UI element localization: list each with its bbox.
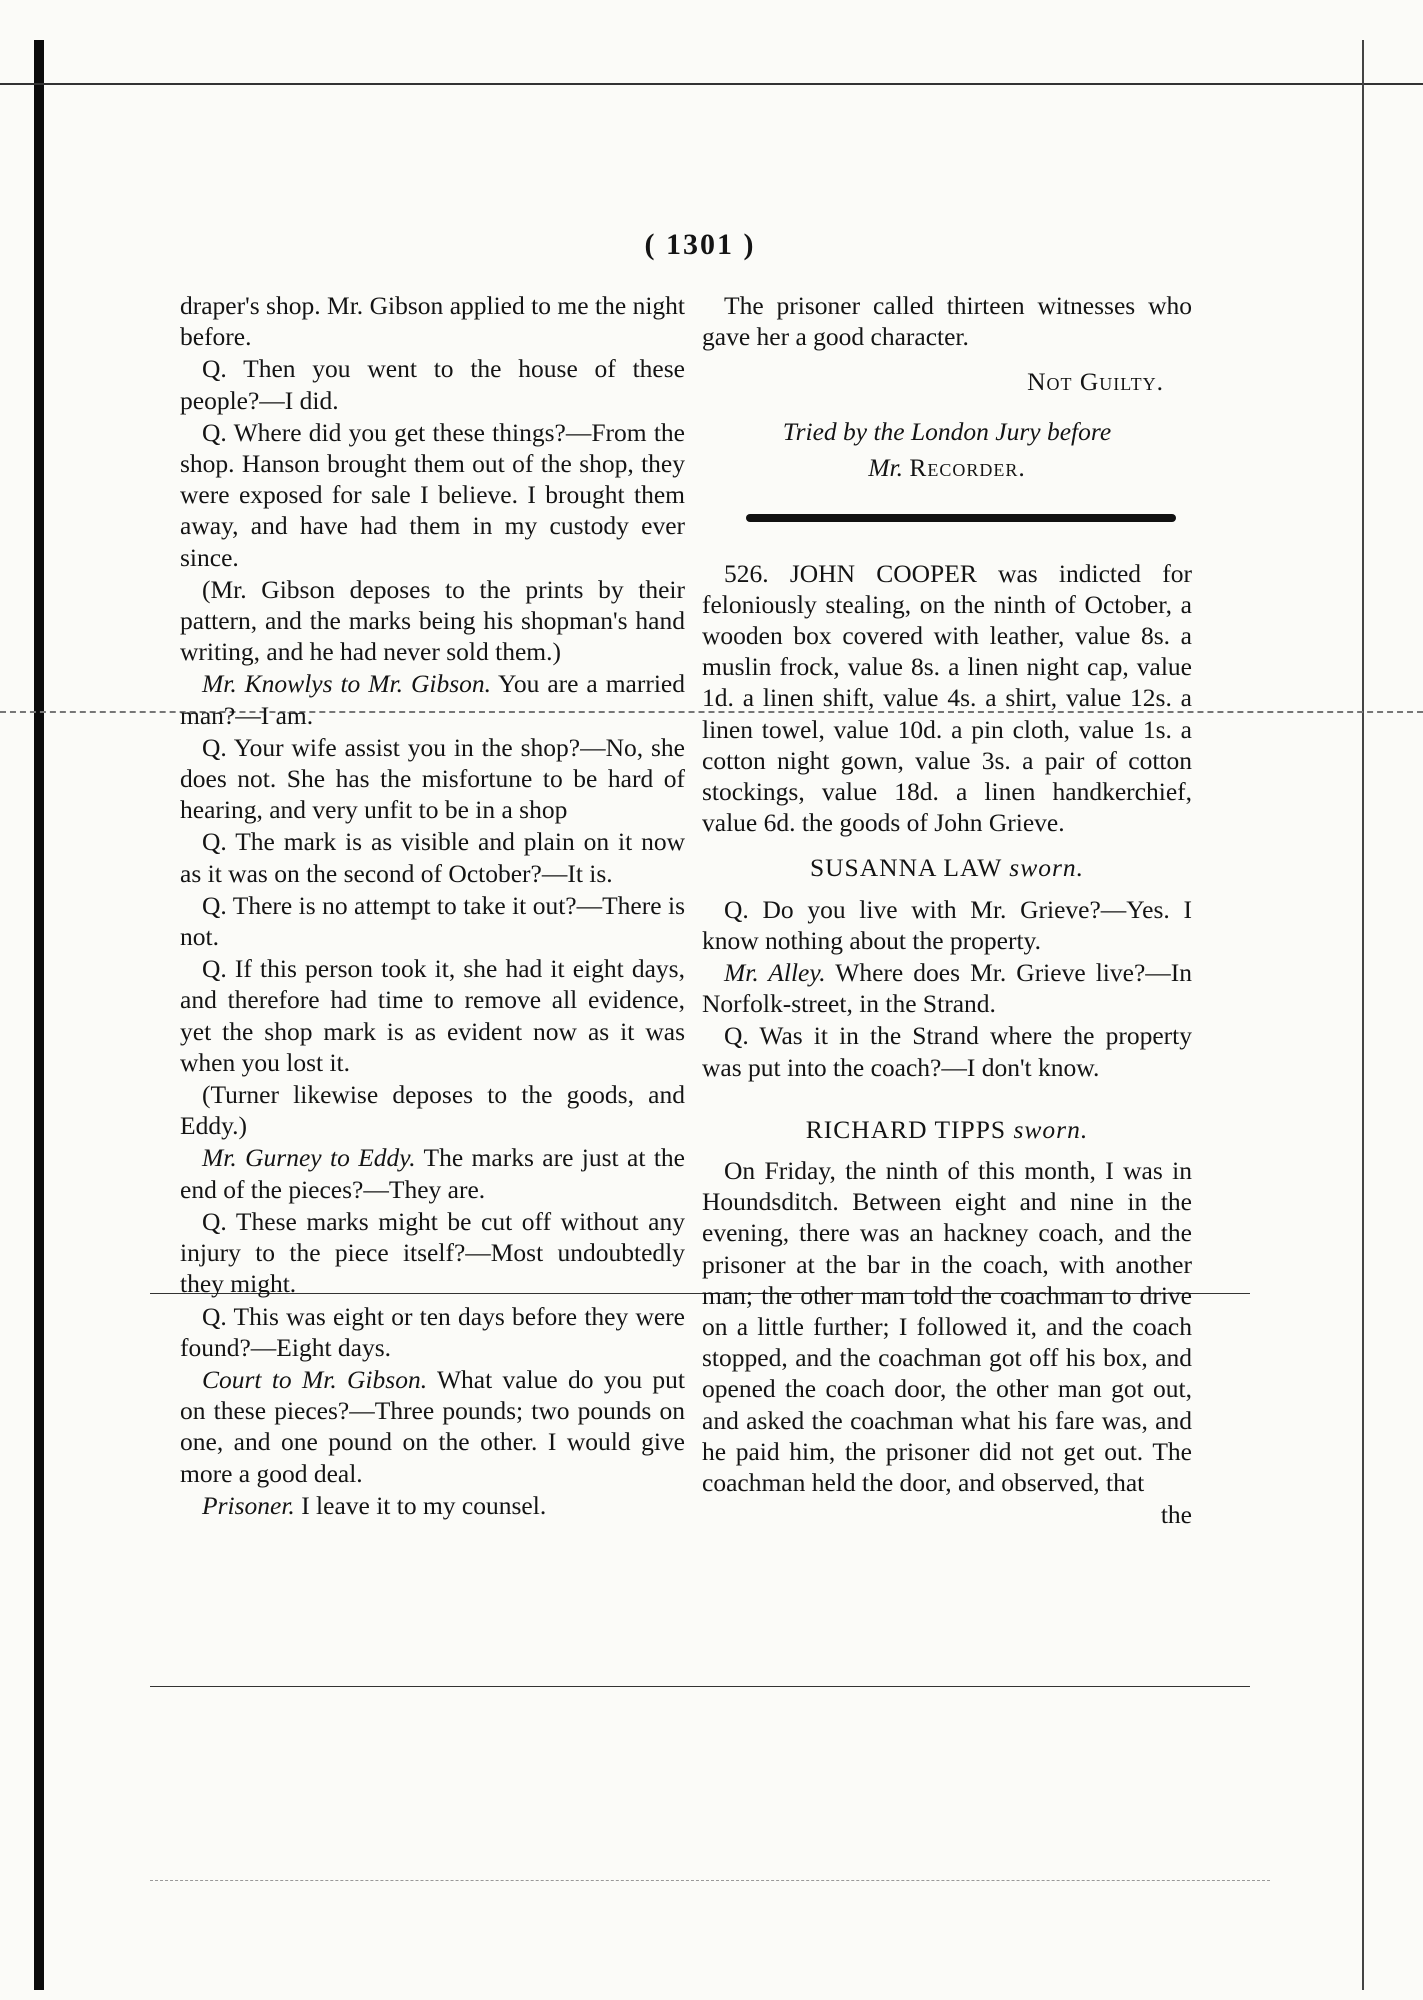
witness-heading — [702, 852, 1192, 883]
paragraph — [702, 957, 1192, 1019]
verdict: Not Guilty. — [1027, 367, 1164, 397]
paragraph — [180, 1364, 685, 1489]
witness-name: RICHARD TIPPS — [805, 1114, 1007, 1144]
paragraph-text: You are a married man?—I am. — [180, 669, 685, 730]
speaker-label: Mr. Gurney to Eddy. — [202, 1143, 416, 1173]
paragraph: (Mr. Gibson deposes to the prints by their pattern, and the marks being his shopman's hand writing, and he had never sold them.) — [180, 574, 685, 667]
paragraph — [180, 668, 685, 730]
left-column — [180, 290, 685, 1522]
sworn-label: sworn. — [1013, 1114, 1089, 1144]
scan-fold-line — [0, 83, 1423, 85]
catchword: the — [1160, 1500, 1192, 1530]
character-witnesses: The prisoner called thirteen witnesses who gave her a good character. — [702, 291, 1192, 352]
sworn-label: sworn. — [1009, 853, 1085, 883]
witness-heading — [702, 1114, 1192, 1145]
trial-note-prefix: Mr. — [868, 452, 903, 482]
paragraph: Q. Do you live with Mr. Grieve?—Yes. I know nothing about the property. — [702, 894, 1192, 955]
paragraph-text: Where does Mr. Grieve live?—In Norfolk-street, in the Strand. — [702, 958, 1193, 1019]
paragraph — [180, 1490, 685, 1521]
section-divider — [746, 514, 1176, 522]
paragraph: Q. Where did you get these things?—From the shop. Hanson brought them out of the shop, they were exposed for sale I believe. I brought them away, and have had them in my custody ever since. — [180, 417, 685, 572]
paragraph — [180, 1142, 685, 1204]
paragraph: Q. Was it in the Strand where the property was put into the coach?—I don't know. — [702, 1021, 1192, 1082]
paragraph: (Turner likewise deposes to the goods, and Eddy.) — [180, 1080, 685, 1141]
paragraph: Q. This was eight or ten days before they were found?—Eight days. — [180, 1301, 685, 1362]
trial-note-line: Tried by the London Jury before — [782, 416, 1112, 446]
paragraph: Q. Then you went to the house of these people?—I did. — [180, 354, 685, 415]
speaker-label: Mr. Alley. — [724, 958, 826, 988]
trial-note-recorder: Recorder. — [909, 452, 1026, 482]
paragraph: Q. These marks might be cut off without any injury to the piece itself?—Most undoubtedly they might. — [180, 1206, 685, 1299]
scan-bottom-margin-line — [150, 1880, 1270, 1881]
page-number: ( 1301 ) — [644, 228, 756, 261]
binding-edge — [34, 40, 44, 1990]
scan-fold-line-bottom — [150, 1686, 1250, 1687]
paragraph-text: I leave it to my counsel. — [301, 1490, 547, 1520]
paragraph: Q. Your wife assist you in the shop?—No, she does not. She has the misfortune to be hard of hearing, and very unfit to be in a shop — [180, 732, 685, 825]
indictment: 526. JOHN COOPER was indicted for feloniously stealing, on the ninth of October, a wooden box covered with leather, value 8s. a muslin frock, value 8s. a linen night cap, value 1d. a linen shift, value 4s. a shirt, value 12s. a linen towel, value 10d. a pin cloth, value 1s. a cotton night gown, value 3s. a pair of cotton stockings, value 18d. a linen handkerchief, value 6d. the goods of John Grieve. — [702, 558, 1192, 838]
right-column — [702, 290, 1192, 1531]
scan-fold-line-right — [1362, 40, 1364, 1990]
paragraph-text: What value do you put on these pieces?—Three pounds; two pounds on one, and one pound on the other. I would give more a good deal. — [180, 1364, 685, 1488]
paragraph-text: The marks are just at the end of the pieces?—They are. — [180, 1143, 685, 1204]
trial-note — [702, 414, 1192, 486]
speaker-label: Prisoner. — [202, 1490, 295, 1520]
witness-name: SUSANNA LAW — [809, 853, 1002, 883]
speaker-label: Court to Mr. Gibson. — [202, 1364, 428, 1394]
paragraph: Q. There is no attempt to take it out?—There is not. — [180, 890, 685, 952]
trial-note-line — [702, 450, 1192, 486]
speaker-label: Mr. Knowlys to Mr. Gibson. — [202, 669, 491, 699]
paragraph: Q. If this person took it, she had it eight days, and therefore had time to remove all evidence, yet the shop mark is as evident now as it was when you lost it. — [180, 954, 685, 1077]
paragraph: On Friday, the ninth of this month, I was in Houndsditch. Between eight and nine in the evening, there was an hackney coach, and the prisoner at the bar in the coach, with another man; the other man told the coachman to drive on a little further; I followed it, and the coach stopped, and the coachman got off his box, and opened the coach door, the other man got out, and asked the coachman what his fare was, and he paid him, the prisoner did not get out. The coachman held the door, and observed, that — [702, 1156, 1192, 1498]
paragraph: Q. The mark is as visible and plain on it now as it was on the second of October?—It is. — [180, 827, 685, 888]
paragraph: draper's shop. Mr. Gibson applied to me the night before. — [180, 291, 685, 352]
